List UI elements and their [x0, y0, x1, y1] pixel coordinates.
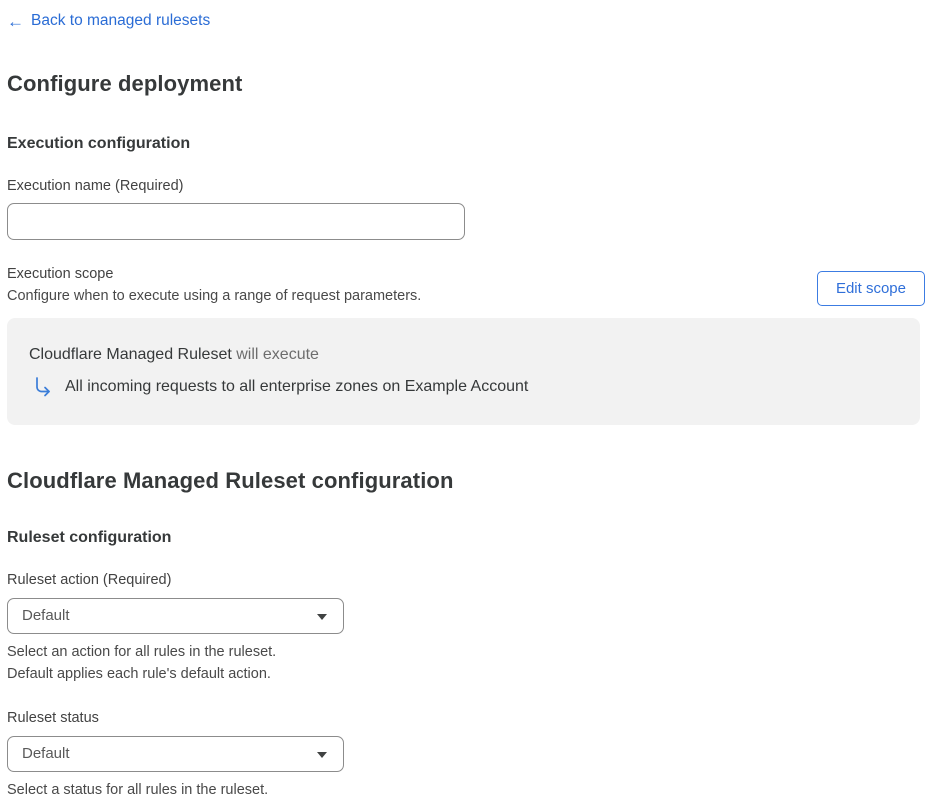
ruleset-status-help: Select a status for all rules in the ruleset.	[7, 781, 269, 798]
chevron-down-icon	[317, 752, 327, 758]
ruleset-configuration-title: Cloudflare Managed Ruleset configuration	[7, 467, 454, 493]
ruleset-configuration-subheading: Ruleset configuration	[7, 528, 172, 546]
summary-ruleset-name: Cloudflare Managed Ruleset	[29, 345, 232, 363]
back-arrow-icon: ←	[7, 11, 24, 31]
execution-configuration-section	[7, 135, 925, 425]
ruleset-configuration-section	[7, 468, 925, 801]
execution-name-input[interactable]	[7, 203, 465, 240]
back-to-managed-rulesets-link[interactable]	[7, 12, 210, 30]
page-title: Configure deployment	[7, 70, 243, 96]
execution-scope-text	[7, 266, 421, 304]
ruleset-status-label: Ruleset status	[7, 709, 99, 726]
execution-scope-description: Configure when to execute using a range of request parameters.	[7, 287, 422, 304]
chevron-down-icon	[317, 614, 327, 620]
summary-scope-value: All incoming requests to all enterprise zones on Example Account	[65, 377, 529, 395]
summary-will-execute: will execute	[231, 345, 319, 363]
ruleset-action-label: Ruleset action (Required)	[7, 571, 172, 588]
execution-scope-label: Execution scope	[7, 265, 114, 282]
branch-arrow-icon	[33, 377, 53, 397]
execution-summary-scope-line	[33, 377, 898, 397]
ruleset-action-selected-value: Default	[22, 607, 70, 624]
ruleset-status-select[interactable]	[7, 736, 344, 772]
ruleset-action-help-1: Select an action for all rules in the ruleset.	[7, 643, 277, 660]
edit-scope-button[interactable]: Edit scope	[817, 271, 925, 306]
ruleset-status-selected-value: Default	[22, 745, 70, 762]
execution-summary-line	[29, 346, 898, 364]
execution-configuration-heading: Execution configuration	[7, 134, 191, 152]
ruleset-action-help-2: Default applies each rule's default action.	[7, 665, 271, 682]
execution-summary-panel	[7, 318, 920, 425]
execution-name-label: Execution name (Required)	[7, 177, 184, 194]
execution-scope-row	[7, 266, 925, 306]
back-link-label: Back to managed rulesets	[31, 12, 211, 29]
ruleset-action-select[interactable]	[7, 598, 344, 634]
